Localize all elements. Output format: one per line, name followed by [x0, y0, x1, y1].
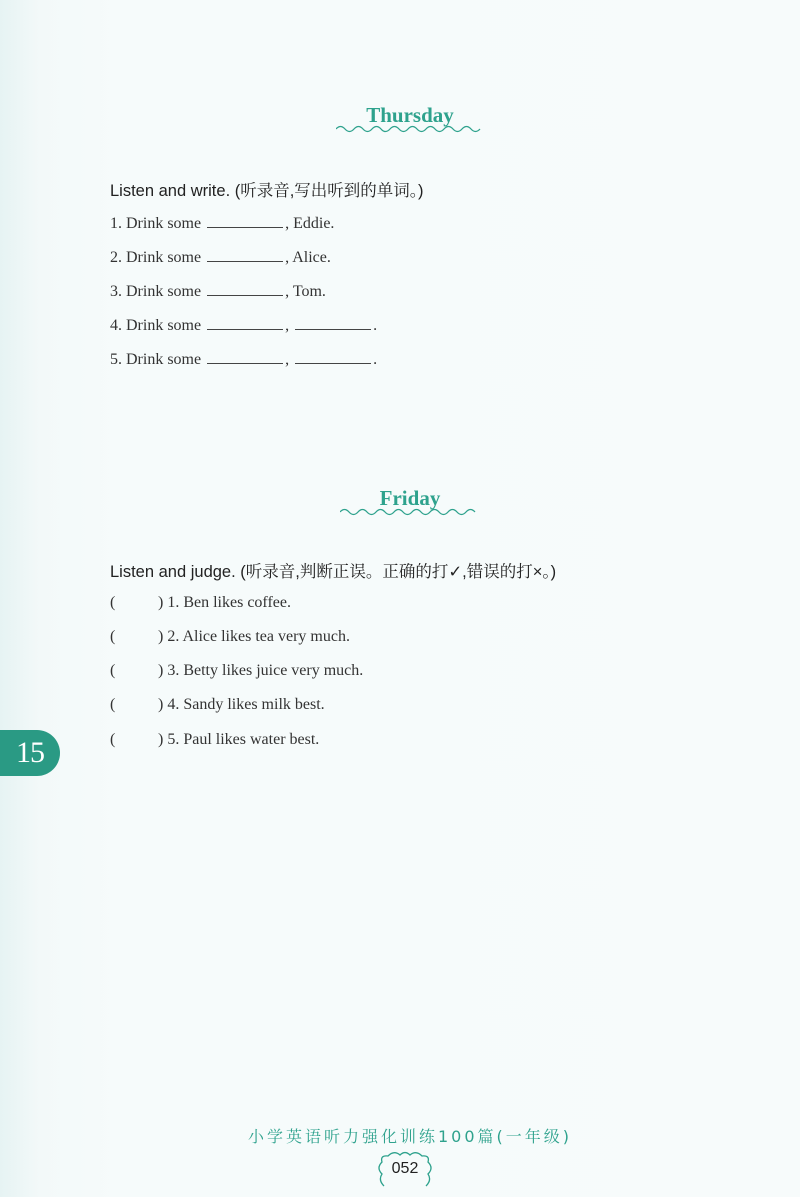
write-item-3: [110, 281, 326, 301]
write-item-2: [110, 247, 331, 267]
write-item-1: [110, 213, 334, 233]
page-number-badge: [370, 1150, 440, 1190]
judge-item-2: [110, 628, 350, 646]
item-end: .: [373, 351, 378, 368]
judge-text: ) 1. Ben likes coffee.: [158, 594, 291, 611]
answer-paren[interactable]: (: [110, 662, 116, 679]
item-number: 5.: [110, 351, 122, 368]
instruction-listen-judge: Listen and judge. (听录音,判断正误。正确的打✓,错误的打×。): [110, 563, 557, 581]
footer-book-title: 小学英语听力强化训练100篇(一年级): [247, 1127, 573, 1146]
item-suffix: , Alice.: [285, 249, 331, 266]
judge-text: ) 5. Paul likes water best.: [158, 731, 320, 748]
section-title-thursday: Thursday: [366, 103, 454, 127]
section-title-friday: Friday: [379, 486, 441, 510]
item-prefix: Drink some: [126, 283, 202, 300]
answer-paren[interactable]: (: [110, 594, 116, 611]
judge-text: ) 4. Sandy likes milk best.: [158, 696, 325, 713]
item-prefix: Drink some: [126, 351, 202, 368]
item-number: 3.: [110, 283, 122, 300]
item-number: 4.: [110, 317, 122, 334]
title-underline-wave: [336, 124, 482, 134]
item-suffix: , Tom.: [285, 283, 326, 300]
answer-blank[interactable]: [295, 349, 371, 364]
write-item-4: [110, 315, 377, 335]
chapter-tab: 15: [0, 730, 60, 776]
judge-text: ) 2. Alice likes tea very much.: [158, 628, 350, 645]
answer-paren[interactable]: (: [110, 696, 116, 713]
answer-blank[interactable]: [207, 281, 283, 296]
item-prefix: Drink some: [126, 215, 202, 232]
item-prefix: Drink some: [126, 249, 202, 266]
judge-item-1: [110, 594, 291, 612]
title-underline-wave: [340, 507, 478, 517]
judge-item-5: [110, 731, 319, 749]
answer-blank[interactable]: [207, 247, 283, 262]
judge-item-3: [110, 662, 363, 680]
item-suffix: , Eddie.: [285, 215, 335, 232]
judge-text: ) 3. Betty likes juice very much.: [158, 662, 364, 679]
instruction-listen-write: Listen and write. (听录音,写出听到的单词。): [110, 182, 424, 200]
item-number: 1.: [110, 215, 122, 232]
answer-blank[interactable]: [207, 349, 283, 364]
item-prefix: Drink some: [126, 317, 202, 334]
answer-paren[interactable]: (: [110, 628, 116, 645]
answer-blank[interactable]: [207, 213, 283, 228]
item-suffix: ,: [285, 351, 290, 368]
judge-item-4: [110, 696, 325, 714]
item-number: 2.: [110, 249, 122, 266]
page-number: 052: [391, 1160, 419, 1177]
write-item-5: [110, 349, 377, 369]
answer-blank[interactable]: [295, 315, 371, 330]
item-suffix: ,: [285, 317, 290, 334]
answer-blank[interactable]: [207, 315, 283, 330]
item-end: .: [373, 317, 378, 334]
answer-paren[interactable]: (: [110, 731, 116, 748]
